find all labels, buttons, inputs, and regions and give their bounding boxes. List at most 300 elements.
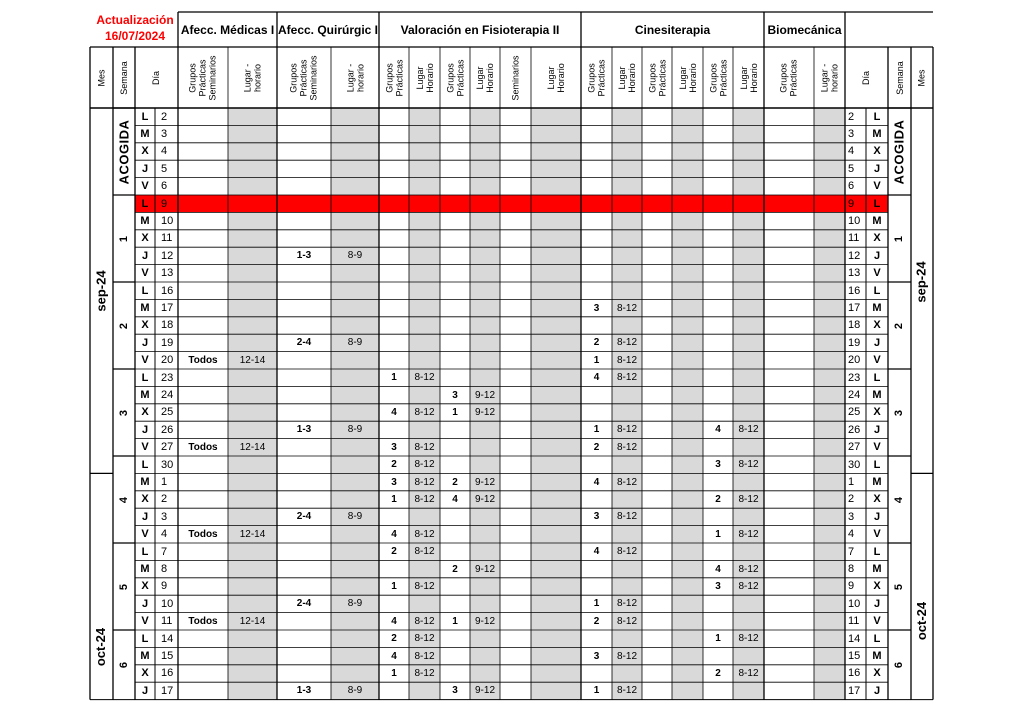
column-header-text: Grupos Prácticas [778, 58, 799, 97]
week-label-text: 4 [118, 496, 130, 503]
schedule-cell: 8-12 [616, 372, 637, 384]
column-header [470, 47, 500, 108]
right-day-cell: 16 [848, 667, 861, 680]
column-header [531, 47, 581, 108]
right-day-cell: 17 [848, 684, 861, 697]
right-weekday-cell: J [873, 423, 881, 436]
weekday-cell: J [141, 249, 149, 262]
schedule-cell: 1 [715, 528, 721, 540]
column-header [277, 47, 331, 108]
right-week-label [888, 543, 911, 630]
schedule-cell: Todos [188, 615, 218, 627]
right-weekday-cell: X [873, 406, 881, 419]
schedule-cell: 9-12 [474, 615, 495, 627]
column-header-text: Grupos Prácticas Seminarios [188, 54, 218, 101]
schedule-cell: 1 [452, 406, 458, 418]
right-day-cell: 26 [848, 423, 861, 436]
right-semana-header [888, 47, 911, 108]
column-header-text: Lugar Horario [677, 62, 698, 93]
weekday-cell: J [141, 162, 149, 175]
group-header: Afecc. Quirúrgic I [277, 22, 379, 37]
schedule-cell: 8-12 [414, 546, 435, 558]
column-header-text: Grupos Prácticas [647, 58, 668, 97]
group-header: Valoración en Fisioterapia II [400, 22, 560, 37]
weekday-cell: J [141, 684, 149, 697]
right-day-cell: 3 [848, 510, 855, 523]
schedule-cell: 4 [715, 563, 721, 575]
day-cell: 17 [161, 684, 174, 697]
weekday-cell: L [141, 371, 149, 384]
week-label [113, 630, 135, 700]
weekday-cell: V [141, 267, 149, 280]
right-dia-header-text: Día [861, 70, 872, 85]
column-header-text: Lugar - horario [345, 63, 365, 92]
right-month-label-text: oct-24 [914, 602, 930, 641]
day-cell: 2 [161, 110, 168, 123]
schedule-cell: 3 [391, 441, 397, 453]
schedule-cell: 8-12 [414, 580, 435, 592]
right-day-cell: 13 [848, 267, 861, 280]
day-cell: 16 [161, 284, 174, 297]
group-header: Cinesiterapia [634, 22, 711, 37]
schedule-cell: 9-12 [474, 493, 495, 505]
schedule-cell: 3 [452, 685, 458, 697]
schedule-cell: 9-12 [474, 685, 495, 697]
day-cell: 11 [161, 615, 173, 628]
day-cell: 30 [161, 458, 174, 471]
schedule-cell: 8-12 [616, 337, 637, 349]
schedule-cell: 8-12 [616, 615, 637, 627]
weekday-cell: V [141, 441, 149, 454]
schedule-cell: 12-14 [239, 441, 266, 453]
schedule-cell: 2 [593, 615, 600, 627]
schedule-cell: 9-12 [474, 389, 495, 401]
schedule-cell: 1-3 [296, 685, 312, 697]
right-weekday-cell: V [873, 441, 881, 454]
weekday-cell: V [141, 354, 149, 367]
right-weekday-cell: L [873, 545, 881, 558]
week-label-text: 1 [118, 235, 130, 242]
right-day-cell: 27 [848, 441, 861, 454]
column-header [642, 47, 672, 108]
right-day-cell: 25 [848, 406, 861, 419]
update-date: 16/07/2024 [104, 29, 166, 43]
schedule-cell: 12-14 [239, 354, 266, 366]
day-cell: 10 [161, 597, 174, 610]
column-header-text: Lugar - horario [242, 63, 263, 92]
schedule-cell: 8-12 [616, 546, 637, 558]
schedule-cell: 1-3 [296, 424, 312, 436]
schedule-cell: 8-12 [616, 441, 637, 453]
right-weekday-cell: M [872, 563, 882, 576]
right-weekday-cell: J [873, 684, 881, 697]
schedule-cell: 9-12 [474, 406, 495, 418]
schedule-cell: 8-12 [414, 650, 435, 662]
day-cell: 3 [161, 510, 168, 523]
week-label [113, 195, 135, 282]
weekday-cell: X [141, 145, 149, 158]
day-cell: 27 [161, 441, 174, 454]
weekday-cell: L [141, 545, 149, 558]
schedule-cell: 2 [391, 546, 397, 558]
schedule-cell: 12-14 [239, 615, 266, 627]
right-mes-header [911, 47, 933, 108]
schedule-cell: 8-12 [414, 372, 435, 384]
schedule-cell: 8-12 [738, 633, 759, 645]
weekday-cell: V [141, 615, 149, 628]
schedule-cell: 1-3 [296, 250, 312, 262]
schedule-cell: 9-12 [474, 476, 495, 488]
column-header [764, 47, 814, 108]
schedule-cell: 8-12 [616, 685, 637, 697]
weekday-cell: M [140, 215, 150, 228]
semana-header [113, 47, 135, 108]
weekday-cell: V [141, 180, 149, 193]
schedule-cell: 1 [593, 598, 600, 610]
day-cell: 16 [161, 667, 174, 680]
day-cell: 4 [161, 145, 168, 158]
schedule-cell: 3 [593, 511, 600, 523]
column-header [379, 47, 409, 108]
day-cell: 26 [161, 423, 174, 436]
right-weekday-cell: J [873, 336, 881, 349]
schedule-cell: 8-12 [738, 493, 759, 505]
column-header-text: Lugar Horario [414, 62, 435, 93]
week-label-text: 3 [118, 409, 130, 416]
right-weekday-cell: M [872, 476, 882, 489]
right-day-cell: 17 [848, 302, 861, 315]
right-day-cell: 9 [848, 197, 855, 210]
right-day-cell: 16 [848, 284, 861, 297]
weekday-cell: X [141, 580, 149, 593]
right-semana-header-text: Semana [894, 60, 905, 95]
right-day-cell: 24 [848, 389, 861, 402]
schedule-cell: 2 [452, 476, 458, 488]
schedule-cell: 8-9 [347, 337, 363, 349]
schedule-cell: 8-12 [616, 598, 637, 610]
weekday-cell: J [141, 423, 149, 436]
week-label-text: 5 [118, 583, 130, 590]
weekday-cell: L [141, 110, 149, 123]
schedule-cell: 1 [391, 667, 397, 679]
schedule-cell: Todos [188, 528, 218, 540]
day-cell: 23 [161, 371, 174, 384]
day-cell: 5 [161, 162, 168, 175]
mes-header [90, 47, 113, 108]
right-week-label [888, 195, 911, 282]
schedule-cell: Todos [188, 441, 218, 453]
day-cell: 25 [161, 406, 174, 419]
day-cell: 13 [161, 267, 174, 280]
schedule-cell: 3 [452, 389, 458, 401]
right-day-cell: 14 [848, 632, 861, 645]
schedule-cell: 1 [593, 424, 600, 436]
right-day-cell: 15 [848, 650, 861, 663]
right-weekday-cell: L [873, 284, 881, 297]
weekday-cell: M [140, 128, 150, 141]
schedule-cell: 8-12 [616, 511, 637, 523]
schedule-cell: 8-12 [414, 667, 435, 679]
group-header: Biomecánica [767, 22, 842, 37]
schedule-cell: 8-12 [738, 580, 759, 592]
schedule-cell: 8-9 [347, 424, 363, 436]
schedule-cell: 8-9 [347, 250, 363, 262]
right-day-cell: 3 [848, 128, 855, 141]
column-header [814, 47, 845, 108]
right-weekday-cell: V [873, 615, 881, 628]
right-weekday-cell: J [873, 249, 881, 262]
schedule-cell: 4 [715, 424, 721, 436]
schedule-cell: 8-12 [414, 476, 435, 488]
schedule-cell: 1 [452, 615, 458, 627]
right-day-cell: 20 [848, 354, 861, 367]
schedule-cell: 8-12 [414, 615, 435, 627]
column-header-text: Grupos Prácticas Seminarios [289, 54, 319, 101]
right-month-label-text: sep-24 [914, 261, 930, 303]
schedule-cell: 8-12 [738, 459, 759, 471]
right-week-label-text: 4 [893, 496, 906, 503]
weekday-cell: L [141, 632, 149, 645]
schedule-cell: 3 [593, 302, 600, 314]
right-week-label-text: ACOGIDA [891, 119, 907, 184]
right-day-cell: 2 [848, 493, 855, 506]
right-weekday-cell: J [873, 162, 881, 175]
right-dia-header [845, 47, 888, 108]
right-week-label [888, 630, 911, 700]
right-day-cell: 12 [848, 249, 861, 262]
schedule-cell: 4 [391, 406, 397, 418]
schedule-cell: 2-4 [296, 337, 312, 349]
column-header [612, 47, 642, 108]
weekday-cell: X [141, 406, 149, 419]
schedule-cell: 8-12 [414, 528, 435, 540]
schedule-cell: 8-12 [738, 667, 759, 679]
right-week-label [888, 282, 911, 369]
schedule-cell: 1 [715, 633, 721, 645]
right-weekday-cell: L [873, 197, 881, 210]
schedule-cell: 3 [715, 459, 721, 471]
right-week-label-text: 3 [893, 409, 906, 416]
schedule-cell: 2 [593, 441, 600, 453]
schedule-cell: 2-4 [296, 598, 312, 610]
right-weekday-cell: L [873, 371, 881, 384]
column-header-text: Lugar - horario [819, 63, 840, 92]
right-day-cell: 6 [848, 180, 855, 193]
weekday-cell: L [141, 284, 149, 297]
schedule-cell: 8-12 [738, 563, 759, 575]
day-cell: 10 [161, 215, 174, 228]
schedule-cell: 8-12 [616, 650, 637, 662]
week-label [113, 543, 135, 630]
column-header [703, 47, 733, 108]
column-header [178, 47, 228, 108]
right-weekday-cell: J [873, 597, 881, 610]
right-weekday-cell: M [872, 650, 882, 663]
weekday-cell: M [140, 389, 150, 402]
schedule-cell: 2 [715, 493, 721, 505]
right-week-label-text: 1 [893, 235, 906, 242]
right-week-label-text: 5 [893, 583, 906, 590]
column-header [672, 47, 703, 108]
right-month-label [911, 195, 933, 369]
day-cell: 9 [161, 580, 168, 593]
right-weekday-cell: J [873, 510, 881, 523]
right-day-cell: 11 [848, 615, 860, 628]
right-weekday-cell: V [873, 267, 881, 280]
right-day-cell: 7 [848, 545, 855, 558]
right-weekday-cell: X [873, 145, 881, 158]
mes-header-text: Mes [96, 68, 107, 87]
schedule-cell: 4 [593, 372, 600, 384]
right-weekday-cell: X [873, 580, 881, 593]
column-header-text: Lugar Horario [474, 62, 495, 93]
weekday-cell: J [141, 510, 149, 523]
schedule-cell: 2 [452, 563, 458, 575]
schedule-cell: 2 [593, 337, 600, 349]
right-week-label-text: 6 [893, 661, 906, 668]
day-cell: 14 [161, 632, 174, 645]
column-header [581, 47, 612, 108]
schedule-cell: 1 [593, 354, 600, 366]
right-day-cell: 10 [848, 215, 861, 228]
schedule-cell: 1 [391, 580, 397, 592]
right-weekday-cell: L [873, 458, 881, 471]
weekday-cell: L [141, 197, 149, 210]
weekday-cell: X [141, 319, 149, 332]
schedule-cell: 8-9 [347, 511, 363, 523]
column-header-text: Grupos Prácticas [708, 58, 729, 97]
schedule-cell: 4 [391, 615, 397, 627]
update-title: Actualización [96, 13, 174, 27]
column-header-text: Seminarios [510, 54, 521, 101]
schedule-cell: 8-12 [414, 493, 435, 505]
weekday-cell: L [141, 458, 149, 471]
holiday-row [135, 195, 888, 212]
dia-header [135, 47, 178, 108]
day-cell: 12 [161, 249, 174, 262]
week-label-text: 2 [118, 322, 130, 329]
right-week-label [888, 369, 911, 456]
week-label-text: ACOGIDA [116, 119, 132, 184]
right-week-label-text: 2 [893, 322, 906, 329]
week-label [113, 369, 135, 456]
weekday-cell: X [141, 493, 149, 506]
column-header [409, 47, 440, 108]
right-day-cell: 4 [848, 528, 855, 541]
column-header [331, 47, 379, 108]
right-day-cell: 18 [848, 319, 861, 332]
right-weekday-cell: M [872, 389, 882, 402]
week-label [113, 456, 135, 543]
weekday-cell: M [140, 476, 150, 489]
right-weekday-cell: X [873, 232, 881, 245]
right-weekday-cell: X [873, 667, 881, 680]
schedule-cell: 1 [593, 685, 600, 697]
day-cell: 11 [161, 232, 173, 245]
schedule-cell: 4 [593, 476, 600, 488]
weekday-cell: V [141, 528, 149, 541]
schedule-cell: 2 [715, 667, 721, 679]
day-cell: 3 [161, 128, 168, 141]
week-label [113, 282, 135, 369]
schedule-cell: 1 [391, 372, 397, 384]
schedule-cell: 8-12 [414, 441, 435, 453]
weekday-cell: M [140, 563, 150, 576]
right-day-cell: 23 [848, 371, 861, 384]
right-day-cell: 9 [848, 580, 855, 593]
weekday-cell: M [140, 302, 150, 315]
weekday-cell: X [141, 232, 149, 245]
right-weekday-cell: V [873, 354, 881, 367]
right-weekday-cell: L [873, 110, 881, 123]
right-weekday-cell: X [873, 319, 881, 332]
right-month-label [911, 543, 933, 700]
day-cell: 15 [161, 650, 174, 663]
right-weekday-cell: X [873, 493, 881, 506]
schedule-cell: 2 [391, 459, 397, 471]
week-label-text: 6 [118, 661, 130, 668]
schedule-cell: 3 [593, 650, 600, 662]
column-header-text: Lugar Horario [545, 62, 566, 93]
schedule-cell: 1 [391, 493, 397, 505]
month-label-text: oct-24 [93, 628, 109, 667]
right-day-cell: 30 [848, 458, 861, 471]
day-cell: 1 [161, 476, 168, 489]
day-cell: 9 [161, 197, 168, 210]
schedule-cell: 4 [593, 546, 600, 558]
right-day-cell: 1 [848, 476, 855, 489]
right-weekday-cell: L [873, 632, 881, 645]
schedule-cell: 8-12 [616, 302, 637, 314]
month-label [90, 595, 113, 699]
right-weekday-cell: V [873, 528, 881, 541]
column-header [733, 47, 764, 108]
schedule-cell: 8-12 [738, 528, 759, 540]
month-label [90, 108, 113, 473]
right-weekday-cell: M [872, 302, 882, 315]
week-label [113, 108, 135, 195]
right-week-label [888, 108, 911, 195]
right-day-cell: 8 [848, 563, 855, 576]
schedule-cell: 2 [391, 633, 397, 645]
schedule-cell: Todos [188, 354, 218, 366]
schedule-cell: 2-4 [296, 511, 312, 523]
right-weekday-cell: V [873, 180, 881, 193]
right-mes-header-text: Mes [916, 68, 927, 87]
day-cell: 2 [161, 493, 168, 506]
schedule-cell: 8-12 [738, 424, 759, 436]
column-header [500, 47, 531, 108]
schedule-cell: 8-12 [616, 354, 637, 366]
column-header-text: Lugar Horario [738, 62, 759, 93]
column-header [440, 47, 470, 108]
schedule-cell: 8-9 [347, 598, 363, 610]
schedule-cell: 12-14 [239, 528, 266, 540]
semana-header-text: Semana [119, 60, 129, 95]
month-label-text: sep-24 [93, 270, 109, 312]
right-day-cell: 2 [848, 110, 855, 123]
day-cell: 18 [161, 319, 174, 332]
schedule-cell: 8-12 [414, 406, 435, 418]
day-cell: 19 [161, 336, 174, 349]
right-day-cell: 19 [848, 336, 861, 349]
column-header [228, 47, 277, 108]
day-cell: 8 [161, 563, 168, 576]
right-day-cell: 10 [848, 597, 861, 610]
right-weekday-cell: M [872, 215, 882, 228]
schedule-cell: 3 [391, 476, 397, 488]
right-day-cell: 5 [848, 162, 855, 175]
